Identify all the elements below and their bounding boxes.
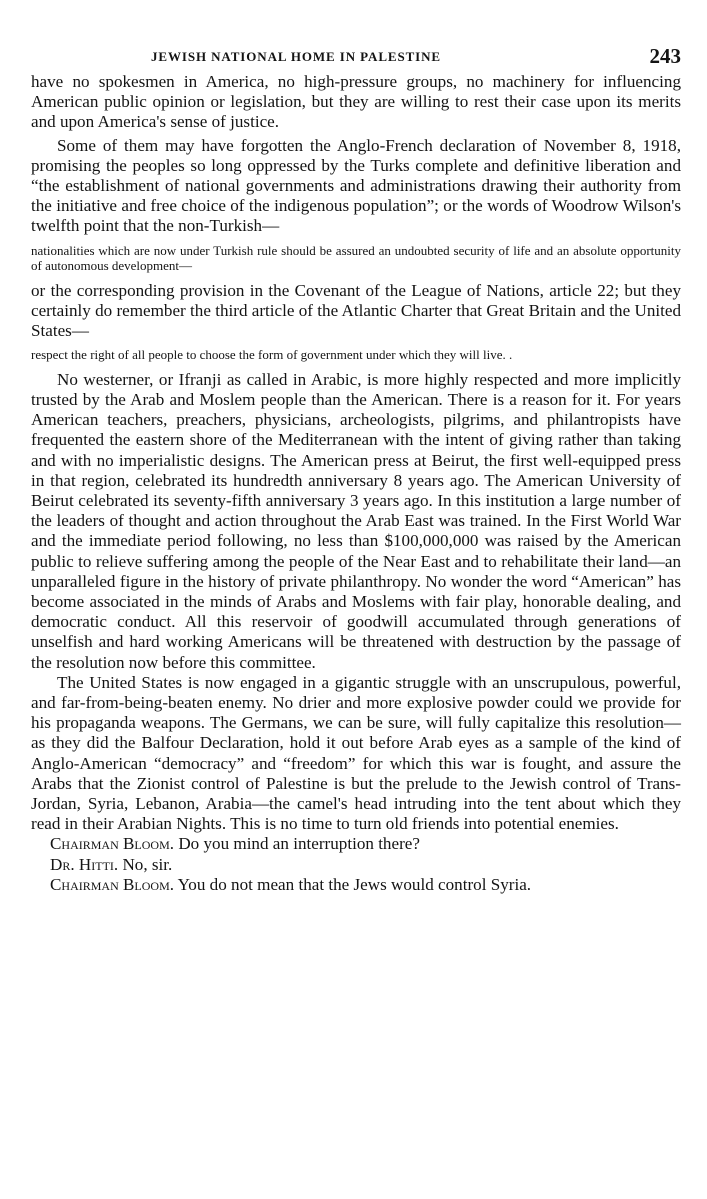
speaker-name: Chairman Bloom. [50,834,175,854]
block-quote-atlantic-charter: respect the right of all people to choose the form of government under which they will live. . [31,347,513,363]
dialogue-text: Do you mind an interruption there? [178,834,420,854]
speaker-name: Dr. Hitti. [50,854,119,874]
page-number: 243 [649,44,681,68]
running-header [31,42,681,72]
dialogue-text: You do not mean that the Jews would control Syria. [177,874,532,894]
running-title: JEWISH NATIONAL HOME IN PALESTINE [151,49,441,64]
dialogue-line [31,875,681,895]
paragraph-4: No westerner, or Ifranji as called in Arabic, is more highly respected and more implicitly trusted by the Arab and Moslem people than the American. There is a reason for it. For years American teachers, preachers, physicians, archeologists, pilgrims, and philantropists have frequented the eastern shore of the Mediterranean with the intent of giving rather than taking and with no imperialistic designs. The American press at Beirut, the first well-equipped press in that region, celebrated its hundredth anniversary 8 years ago. The American University of Beirut celebrated its seventy-fifth anniversary 3 years ago. In this institution a large number of the leaders of thought and action throughout the Arab East was trained. In the First World War and the immediate period following, no less than $100,000,000 was raised by the American public to relieve suffering among the people of the Near East and to rehabilitate their land—an unparalleled figure in the history of private philanthropy. No wonder the word “American” has become associated in the minds of Arabs and Moslems with fair play, honorable dealing, and democratic conduct. All this reservoir of goodwill accumulated through generations of unselfish and hard working Americans will be threatened with destruction by the passage of the resolution now before this committee. [31,369,681,672]
dialogue-line [31,855,681,875]
paragraph-5: The United States is now engaged in a gigantic struggle with an unscrupulous, powerful, and far-from-being-beaten enemy. No drier and more explosive powder could we provide for his propaganda weapons. The Germans, we can be sure, will fully capitalize this resolution—as they did the Balfour Declaration, hold it out before Arab eyes as a sample of the kind of Anglo-American “democracy” and “freedom” for which this war is fought, and assure the Arabs that the Zionist control of Palestine is but the prelude to the Jewish control of Trans-Jordan, Syria, Lebanon, Arabia—the camel's head intruding into the tent about which they read in their Arabian Nights. This is no time to turn old friends into potential enemies. [31,672,681,834]
dialogue-line [31,834,681,854]
paragraph-2: Some of them may have forgotten the Anglo-French declaration of November 8, 1918, promising the peoples so long oppressed by the Turks complete and definitive liberation and “the establishment of national governments and administrations drawing their authority from the initiative and free choice of the indigenous population”; or the words of Woodrow Wilson's twelfth point that the non-Turkish— [31,135,681,236]
paragraph-1: have no spokesmen in America, no high-pressure groups, no machinery for influencing American public opinion or legislation, but they are willing to rest their case upon its merits and upon America's sense of justice. [31,72,681,132]
speaker-name: Chairman Bloom. [50,874,175,894]
document-page [31,42,681,895]
paragraph-3: or the corresponding provision in the Covenant of the League of Nations, article 22; but they certainly do remember the third article of the Atlantic Charter that Great Britain and the United States— [31,280,681,341]
block-quote-wilson: nationalities which are now under Turkish rule should be assured an undoubted security of life and an absolute opportunity of autonomous development— [31,242,681,274]
dialogue-text: No, sir. [122,854,173,874]
